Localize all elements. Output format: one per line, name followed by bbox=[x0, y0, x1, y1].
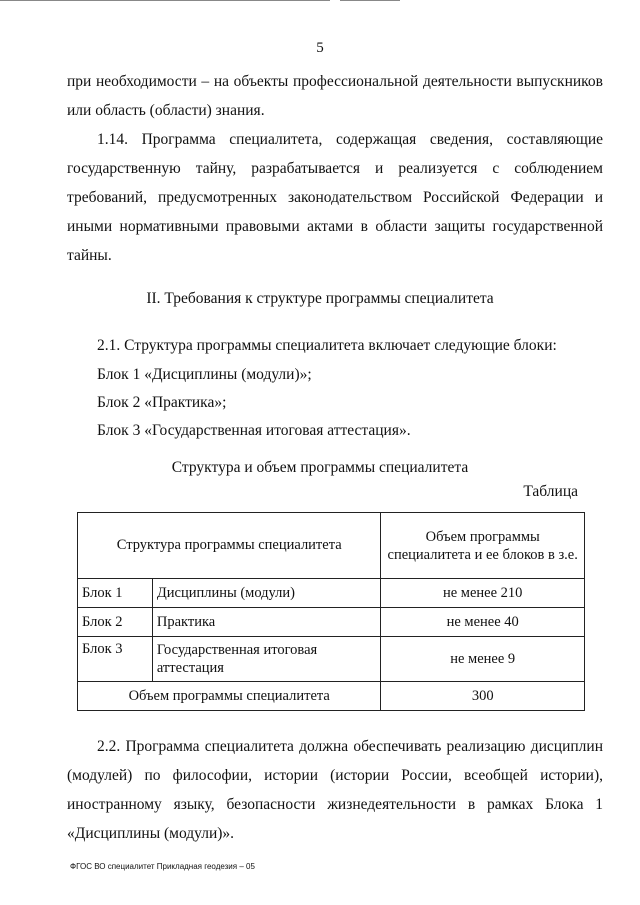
block-cell: Блок 1 bbox=[78, 579, 153, 608]
program-structure-table bbox=[77, 512, 585, 711]
page-number: 5 bbox=[316, 40, 324, 56]
volume-cell: не менее 40 bbox=[381, 608, 585, 637]
block-line-2: Блок 2 «Практика»; bbox=[97, 394, 227, 411]
document-footer: ФГОС ВО специалитет Прикладная геодезия – 05 bbox=[70, 862, 255, 871]
block-name-cell: Государственная итоговая аттестация bbox=[152, 637, 381, 682]
block-cell: Блок 2 bbox=[78, 608, 153, 637]
header-volume: Объем программы специалитета и ее блоков в з.е. bbox=[381, 513, 585, 579]
table-row bbox=[78, 579, 585, 608]
scan-edge-line bbox=[340, 0, 400, 1]
table-total-row bbox=[78, 682, 585, 711]
block-line-1: Блок 1 «Дисциплины (модули)»; bbox=[97, 366, 312, 383]
table-header-row bbox=[78, 513, 585, 579]
table-label: Таблица bbox=[523, 483, 578, 500]
volume-cell: не менее 9 bbox=[381, 637, 585, 682]
volume-cell: не менее 210 bbox=[381, 579, 585, 608]
block-cell: Блок 3 bbox=[78, 637, 153, 682]
block-name-cell: Практика bbox=[152, 608, 381, 637]
paragraph-1-14: 1.14. Программа специалитета, содержащая сведения, составляющие государственную тайну, разрабатывается и реализуется с соблюдением требований, предусмотренных законодательством Российской Федерации и иными нормативными правовыми актами в области защиты государственной тайны. bbox=[67, 131, 603, 264]
paragraph-continuation: при необходимости – на объекты профессиональной деятельности выпускников или область (области) знания. bbox=[67, 73, 603, 119]
total-label-cell: Объем программы специалитета bbox=[78, 682, 381, 711]
paragraph-2-2: 2.2. Программа специалитета должна обеспечивать реализацию дисциплин (модулей) по философии, истории (истории России, всеобщей истории), иностранному языку, безопасности жизнедеятельности в рамках Блока 1 «Дисциплины (модули)». bbox=[67, 738, 603, 842]
section-title: II. Требования к структуре программы специалитета bbox=[146, 290, 494, 307]
scan-edge-line bbox=[0, 0, 330, 1]
block-name-cell: Дисциплины (модули) bbox=[152, 579, 381, 608]
table-title: Структура и объем программы специалитета bbox=[171, 459, 469, 476]
total-value-cell: 300 bbox=[381, 682, 585, 711]
header-structure: Структура программы специалитета bbox=[78, 513, 381, 579]
paragraph-2-1: 2.1. Структура программы специалитета включает следующие блоки: bbox=[97, 337, 557, 354]
block-line-3: Блок 3 «Государственная итоговая аттестация». bbox=[97, 422, 411, 439]
table-row bbox=[78, 608, 585, 637]
table-row bbox=[78, 637, 585, 682]
